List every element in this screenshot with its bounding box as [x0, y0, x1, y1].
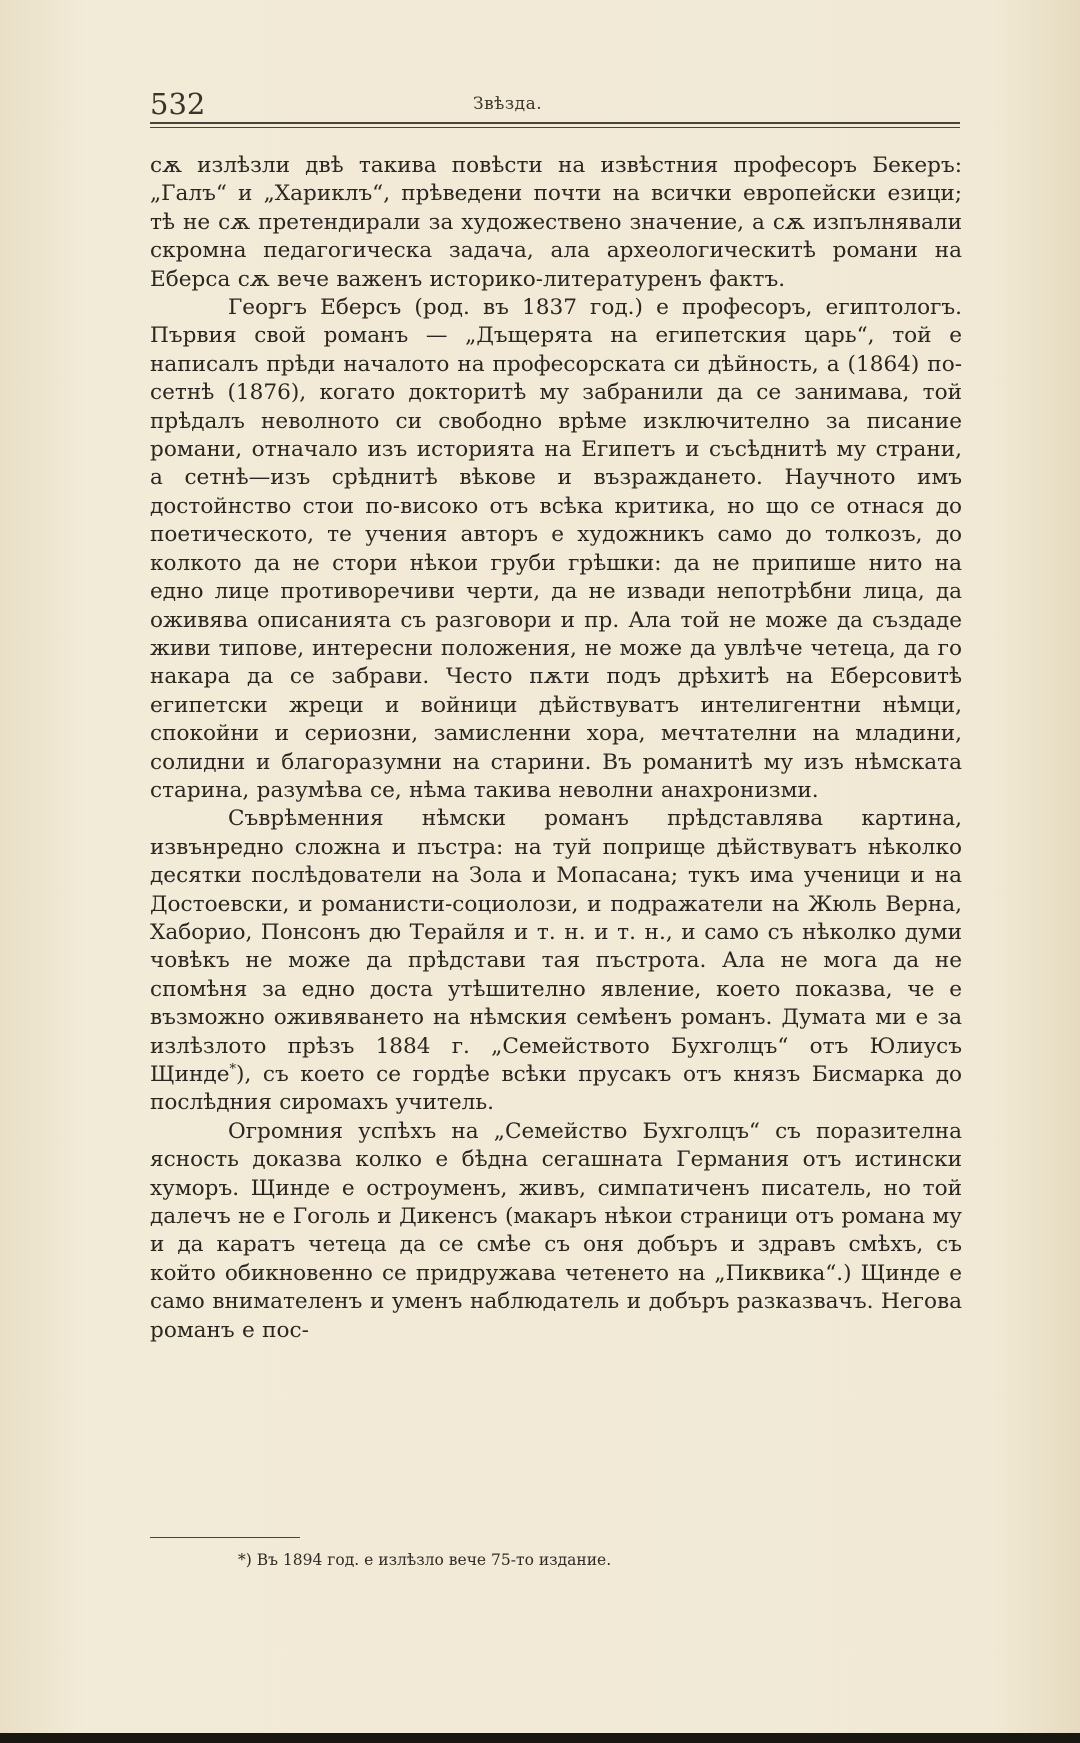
footnote-text: Въ 1894 год. е излѣзло вече 75-то издание.	[256, 1551, 612, 1569]
paragraph-3	[150, 805, 962, 1117]
scan-edge	[0, 1733, 1080, 1743]
body-text	[150, 152, 962, 1345]
page-header	[150, 84, 960, 124]
paragraph-4: Огромния успѣхъ на „Семейство Бухголцъ“ съ поразителна ясность доказва колко е бѣдна сегашната Германия отъ истински хуморъ. Щинде е остроуменъ, живъ, симпатиченъ писатель, но той далечъ не е Гоголь и Дикенсъ (макаръ нѣкои страници отъ романа му и да каратъ четеца да се смѣе съ оня добъръ и здравъ смѣхъ, съ който обикновенно се придружава четенето на „Пиквика“.) Щинде е само внимателенъ и уменъ наблюдатель и добъръ разказвачъ. Негова романъ е пос-	[150, 1118, 962, 1343]
paragraph-1: сѫ излѣзли двѣ такива повѣсти на извѣстния професоръ Бекеръ: „Галъ“ и „Хариклъ“, прѣведени почти на всички европейски езици; тѣ не сѫ претендирали за художествено значение, а сѫ изпълнявали скромна педагогическа задача, ала археологическитѣ романи на Еберса сѫ вече важенъ историко-литературенъ фактъ.	[150, 153, 962, 292]
paragraph-2: Георгъ Еберсъ (род. въ 1837 год.) е професоръ, египтологъ. Първия свой романъ — „Дъщерята на египетския царь“, той е написалъ прѣди началото на професорската си дѣйность, а (1864) по-сетнѣ (1876), когато докторитѣ му забранили да се занимава, той прѣдалъ неволното си свободно врѣме изключително за писание романи, отначало изъ историята на Египетъ и съсѣднитѣ му страни, а сетнѣ—изъ срѣднитѣ вѣкове и възраждането. Научното имъ достойнство стои по-високо отъ всѣка критика, но що се отнася до поетическото, те учения авторъ е художникъ само до толкозъ, до колкото да не стори нѣкои груби грѣшки: да не припише нито на едно лице противоречиви черти, да не извади непотрѣбни лица, да оживява описанията съ разговори и пр. Ала той не може да създаде живи типове, интересни положения, не може да увлѣче четеца, да го накара да се забрави. Често пѫти подъ дрѣхитѣ на Еберсовитѣ египетски жреци и войници дѣйствуватъ интелигентни нѣмци, спокойни и сериозни, замисленни хора, мечтателни на младини, солидни и благоразумни на старини. Въ романитѣ му изъ нѣмската старина, разумѣва се, нѣма такива неволни анахронизми.	[150, 295, 962, 803]
page-number: 532	[150, 87, 206, 121]
footnote-marker[interactable]: *	[229, 1061, 237, 1077]
header-rule-thick	[150, 122, 960, 124]
running-title: Звѣзда.	[473, 94, 543, 114]
header-rule-thin	[150, 127, 960, 128]
footnote-marker-label: *)	[238, 1551, 252, 1569]
paragraph-3-text: Съврѣменния нѣмски романъ прѣдставлява картина, извънредно сложна и пъстра: на туй поприще дѣйствуватъ нѣколко десятки послѣдователи на Зола и Мопасана; тукъ има ученици и на Достоевски, и романисти-социолози, и подражатели на Жюль Верна, Хаборио, Понсонъ дю Терайля и т. н. и т. н., и само съ нѣколко думи човѣкъ не може да прѣдстави тая пъстрота. Ала не мога да не спомѣня за едно доста утѣшително явление, което показва, че е възможно оживяването на нѣмския семѣенъ романъ. Думата ми е за излѣзлото прѣзъ 1884 г. „Семейството Бухголцъ“ отъ Юлиусъ Щинде	[150, 806, 962, 1087]
paragraph-3-tail: ), съ което се гордѣе всѣки прусакъ отъ князъ Бисмарка до послѣдния сиромахъ учитель.	[150, 1062, 962, 1116]
footnote-rule	[150, 1537, 300, 1538]
footnote	[238, 1548, 958, 1572]
